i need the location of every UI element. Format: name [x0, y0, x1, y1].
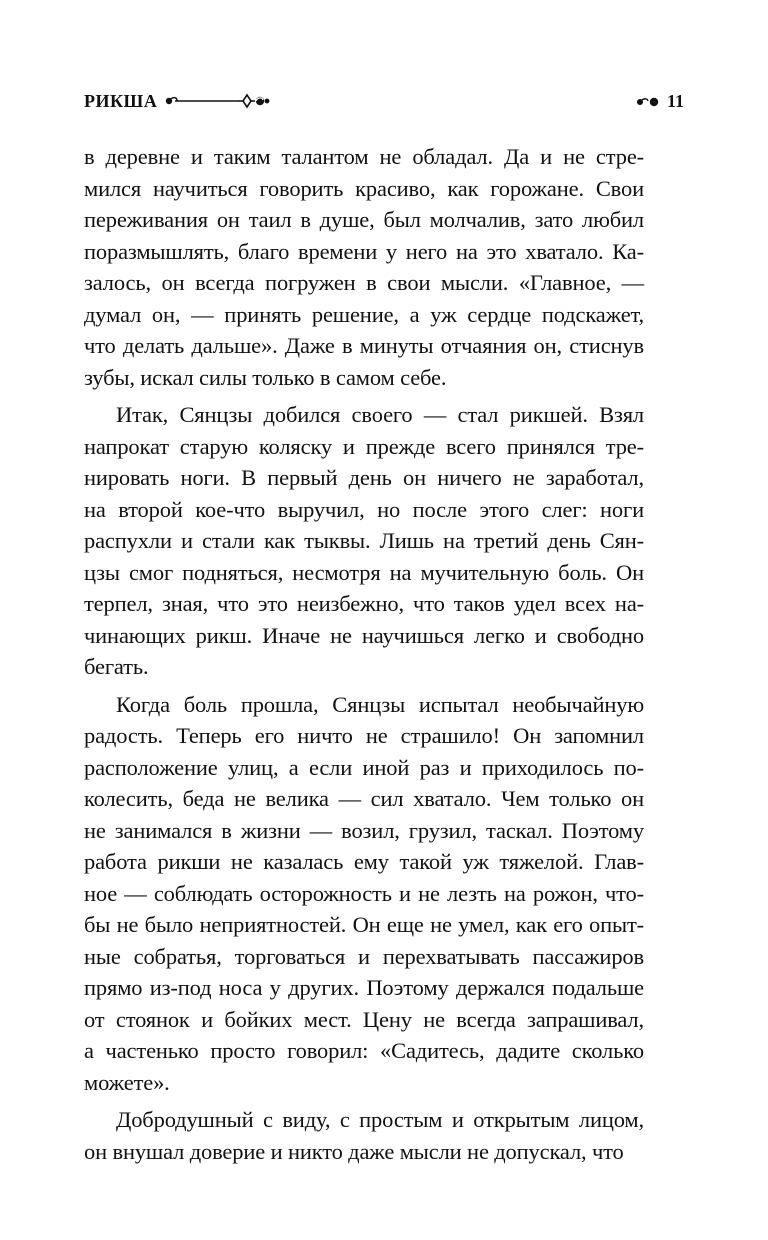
text-line: Добродушный с виду, с простым и открытым лицом,	[116, 1107, 644, 1132]
text-line: поразмышлять, благо времени у него на это хватало. Ка-	[84, 238, 644, 264]
paragraph	[84, 689, 644, 1099]
text-line: что делать дальше». Даже в минуты отчаяния он, стиснув	[84, 333, 644, 358]
text-line: нировать ноги. В первый день он ничего не заработал,	[84, 465, 644, 490]
text-line: распухли и стали как тыквы. Лишь на третий день Сян-	[84, 528, 644, 553]
ornament-line-left-icon	[163, 91, 271, 111]
running-head-title: РИКША	[84, 91, 158, 111]
paragraph	[84, 399, 644, 683]
running-head-left	[84, 86, 271, 116]
text-line: переживания он таил в душе, был молчалив, зато любил	[84, 207, 644, 232]
text-line: думал он, — принять решение, а уж сердце подскажет,	[84, 301, 644, 327]
text-line: терпел, зная, что это неизбежно, что таков удел всех на-	[84, 591, 644, 616]
text-line: залось, он всегда погружен в свои мысли. «Главное, —	[84, 270, 644, 295]
text-line: радость. Теперь его ничто не страшило! Он запомнил	[84, 723, 644, 748]
text-line: Когда боль прошла, Сянцзы испытал необычайную	[116, 691, 644, 717]
text-line: он внушал доверие и никто даже мысли не допускал, что	[84, 1138, 624, 1164]
text-line: бы не было неприятностей. Он еще не умел, как его опыт-	[84, 912, 644, 937]
body-text	[84, 141, 644, 1167]
text-line: а частенько просто говорил: «Садитесь, дадите сколько	[84, 1038, 644, 1063]
text-line: Итак, Сянцзы добился своего — стал рикшей. Взял	[116, 402, 644, 427]
text-line: можете».	[84, 1069, 170, 1095]
running-head-right	[635, 86, 684, 116]
text-line: расположение улиц, а если иной раз и приходилось по-	[84, 754, 644, 780]
text-line: ные собратья, торговаться и перехватывать пассажиров	[84, 943, 644, 969]
text-line: цзы смог подняться, несмотря на мучительную боль. Он	[84, 559, 644, 585]
text-line: не занимался в жизни — возил, грузил, таскал. Поэтому	[84, 817, 644, 843]
paragraph	[84, 141, 644, 393]
paragraph	[84, 1104, 644, 1167]
running-header	[84, 86, 684, 116]
ornament-dots-right-icon	[635, 93, 661, 109]
text-line: прямо из-под носа у других. Поэтому держался подальше	[84, 975, 644, 1000]
text-line: работа рикши не казалась ему такой уж тяжелой. Глав-	[84, 849, 644, 874]
text-line: на второй кое-что выручил, но после этого слег: ноги	[84, 496, 644, 522]
text-line: напрокат старую коляску и прежде всего принялся тре-	[84, 433, 644, 459]
text-line: бегать.	[84, 654, 149, 679]
text-line: колесить, беда не велика — сил хватало. Чем только он	[84, 786, 644, 811]
text-line: в деревне и таким талантом не обладал. Да и не стре-	[84, 144, 644, 169]
text-line: зубы, искал силы только в самом себе.	[84, 364, 447, 390]
text-line: мился научиться говорить красиво, как горожане. Свои	[84, 175, 644, 201]
page-number: 11	[666, 91, 684, 111]
text-line: от стоянок и бойких мест. Цену не всегда запрашивал,	[84, 1006, 644, 1032]
text-line: ное — соблюдать осторожность и не лезть на рожон, что-	[84, 880, 644, 906]
text-line: чинающих рикш. Иначе не научишься легко и свободно	[84, 622, 644, 648]
